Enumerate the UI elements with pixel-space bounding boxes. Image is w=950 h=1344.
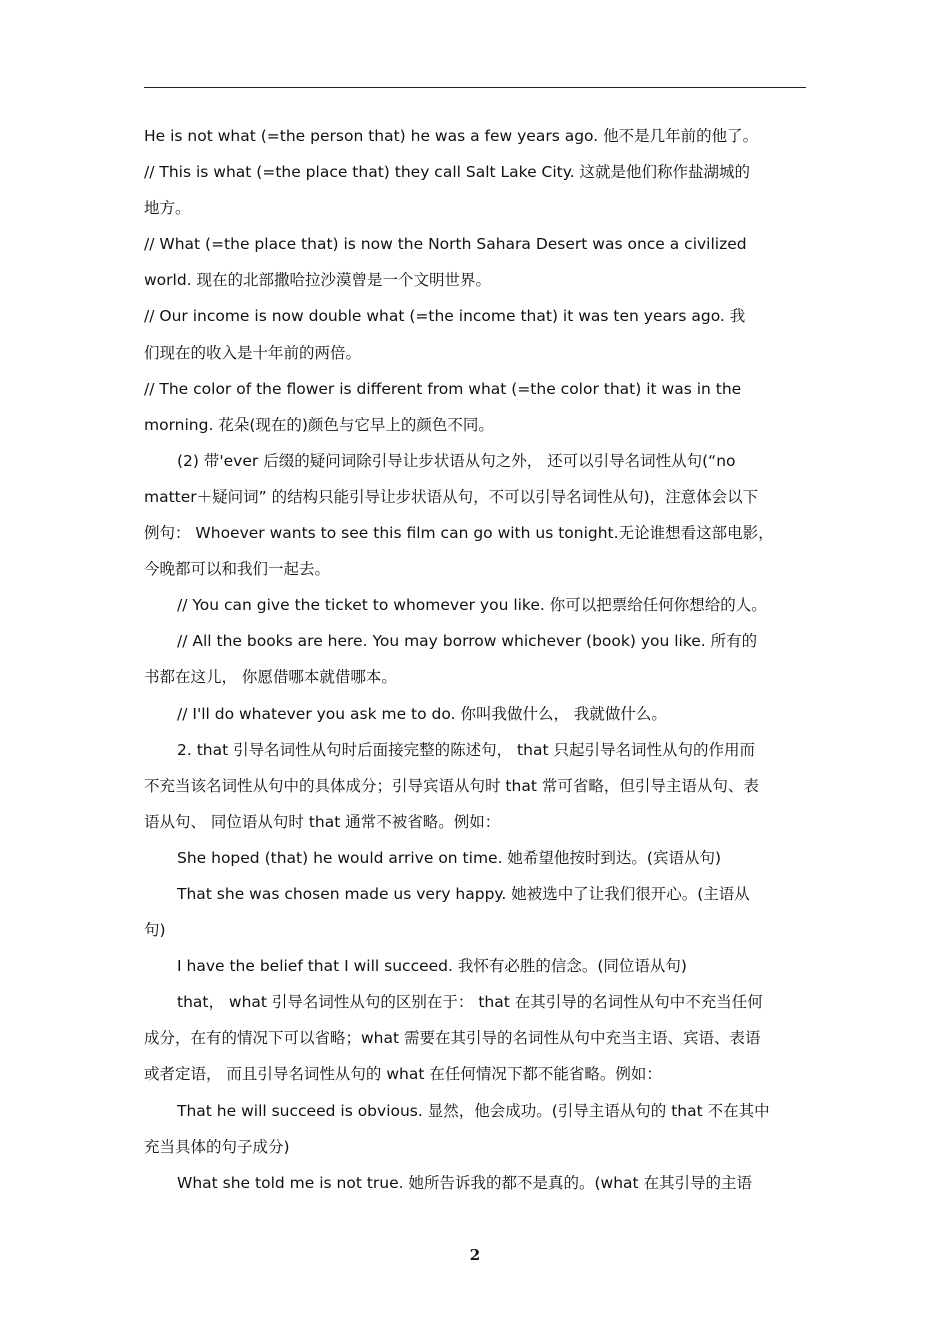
text-line: // You can give the ticket to whomever you like. 你可以把票给任何你想给的人。	[177, 596, 767, 615]
text-line: 书都在这儿， 你愿借哪本就借哪本。	[144, 668, 397, 687]
text-line: 地方。	[144, 199, 191, 218]
text-line: 或者定语， 而且引导名词性从句的 what 在任何情况下都不能省略。例如：	[144, 1065, 662, 1084]
text-line: matter＋疑问词” 的结构只能引导让步状语从句，不可以引导名词性从句)，注意体会以下	[144, 487, 759, 506]
text-line: 不充当该名词性从句中的具体成分；引导宾语从句时 that 常可省略，但引导主语从句、表	[144, 776, 759, 795]
text-line: // The color of the flower is different from what (=the color that) it was in the	[144, 379, 742, 398]
text-line: that， what 引导名词性从句的区别在于： that 在其引导的名词性从句中不充当任何	[177, 993, 763, 1012]
document-body	[144, 118, 812, 1201]
text-line: I have the belief that I will succeed. 我怀有必胜的信念。(同位语从句)	[177, 957, 687, 976]
text-line: 充当具体的句子成分)	[144, 1137, 290, 1156]
text-line: // This is what (=the place that) they call Salt Lake City. 这就是他们称作盐湖城的	[144, 163, 751, 182]
text-line: morning. 花朵(现在的)颜色与它早上的颜色不同。	[144, 415, 494, 434]
text-line: That he will succeed is obvious. 显然，他会成功。(引导主语从句的 that 不在其中	[177, 1101, 770, 1120]
text-line: // I'll do whatever you ask me to do. 你叫我做什么， 我就做什么。	[177, 704, 667, 723]
text-line: // Our income is now double what (=the income that) it was ten years ago. 我	[144, 307, 746, 326]
text-line: What she told me is not true. 她所告诉我的都不是真的。(what 在其引导的主语	[177, 1173, 753, 1192]
text-line: 成分，在有的情况下可以省略；what 需要在其引导的名词性从句中充当主语、宾语、表语	[144, 1029, 761, 1048]
header-rule	[144, 87, 806, 88]
text-line: 2. that 引导名词性从句时后面接完整的陈述句， that 只起引导名词性从句的作用而	[177, 740, 755, 759]
text-line: 语从句、 同位语从句时 that 通常不被省略。例如：	[144, 812, 501, 831]
text-line: // What (=the place that) is now the North Sahara Desert was once a civilized	[144, 235, 747, 254]
text-line: world. 现在的北部撒哈拉沙漠曾是一个文明世界。	[144, 271, 492, 290]
text-line: She hoped (that) he would arrive on time. 她希望他按时到达。(宾语从句)	[177, 848, 722, 867]
text-line: (2) 带'ever 后缀的疑问词除引导让步状语从句之外， 还可以引导名词性从句(“no	[177, 451, 736, 470]
text-line: 例句： Whoever wants to see this film can go with us tonight.无论谁想看这部电影，	[144, 524, 774, 543]
page-number: 2	[469, 1246, 481, 1264]
text-line: That she was chosen made us very happy. 她被选中了让我们很开心。(主语从	[177, 884, 750, 903]
text-line: 们现在的收入是十年前的两倍。	[144, 343, 362, 362]
text-line: 今晚都可以和我们一起去。	[144, 560, 331, 579]
text-line: // All the books are here. You may borrow whichever (book) you like. 所有的	[177, 632, 758, 651]
text-line: 句)	[144, 921, 166, 940]
text-line: He is not what (=the person that) he was a few years ago. 他不是几年前的他了。	[144, 127, 759, 145]
